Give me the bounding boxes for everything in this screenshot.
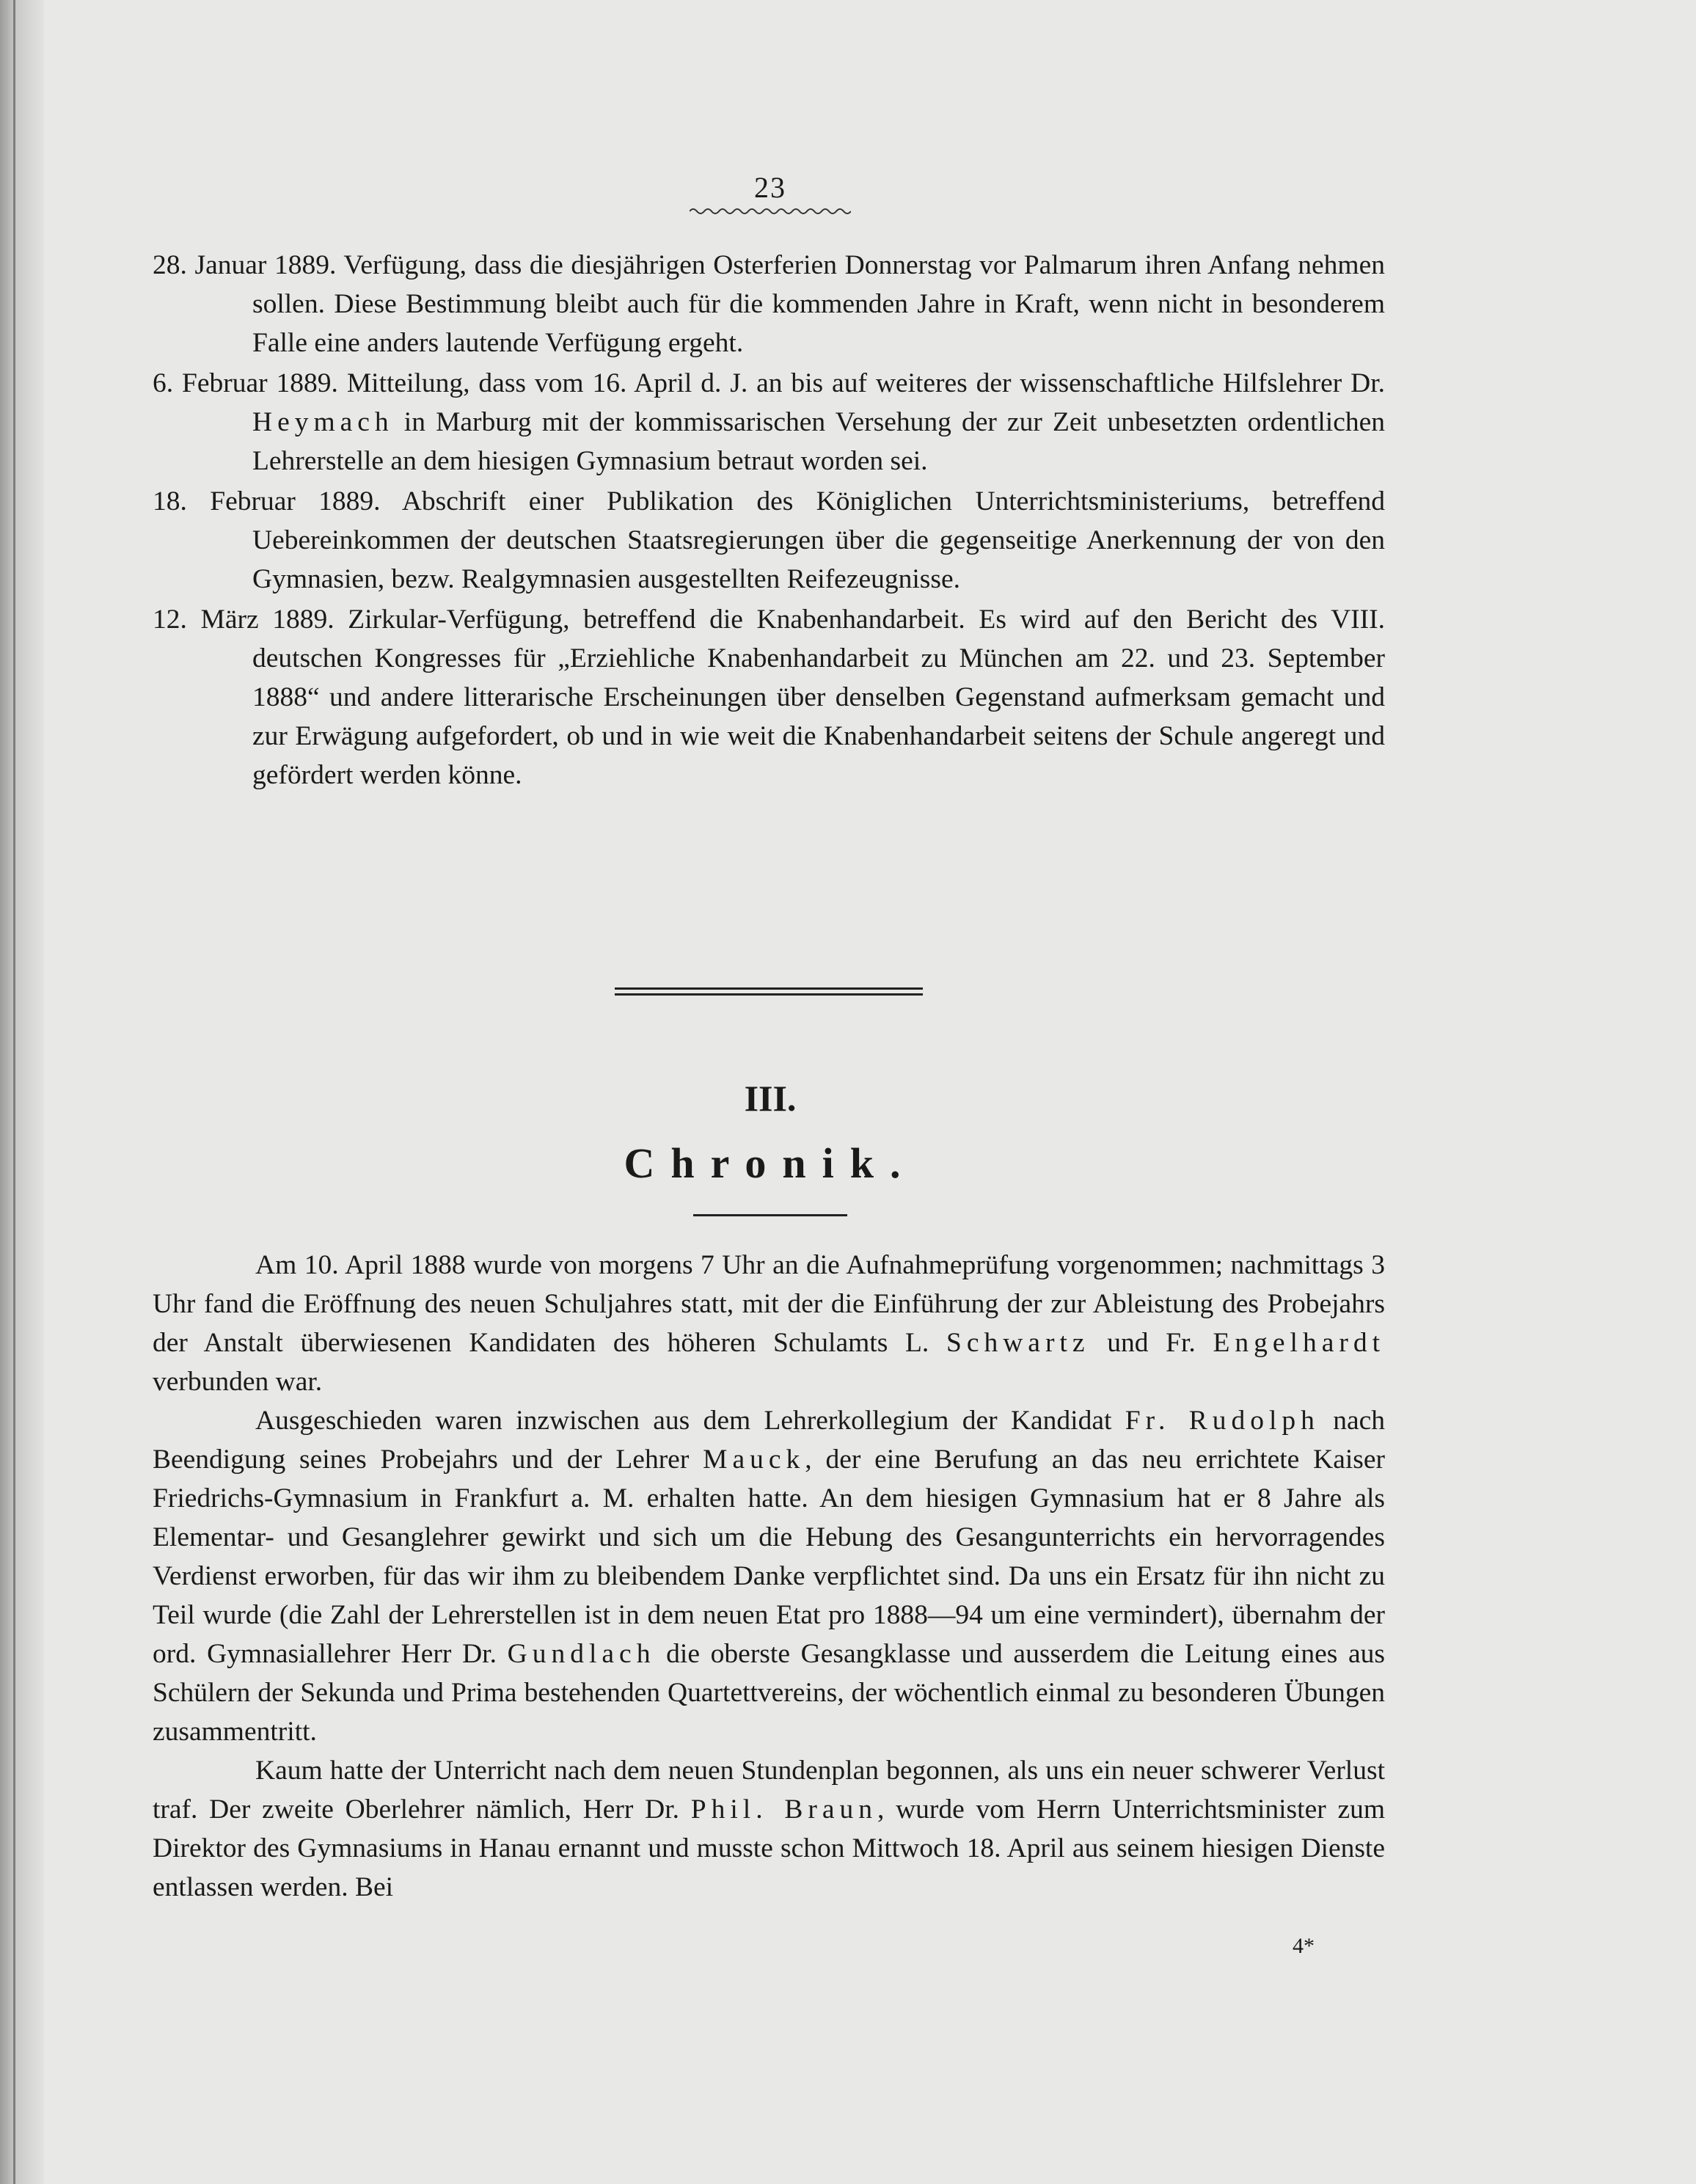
section-title: Chronik. — [624, 1139, 917, 1187]
person-name: Schwartz — [946, 1328, 1090, 1358]
entry-date: 18. Februar 1889. — [153, 486, 381, 516]
paragraph-text: nach Beendigung seines Probejahrs und der Lehrer — [153, 1406, 1386, 1475]
paragraph-text: und Fr. — [1107, 1328, 1196, 1358]
decree-entry — [153, 482, 1385, 599]
section-number: III. — [744, 1078, 797, 1119]
entry-date: 28. Januar 1889. — [153, 250, 337, 280]
person-name: Gundlach — [507, 1639, 656, 1669]
person-name: Engelhardt — [1213, 1328, 1386, 1358]
paragraph-text: Am 10. April 1888 wurde von morgens 7 Uhr an die Aufnahmeprüfung vorgenommen; nachmittags 3 Uhr fand die Eröffnung des neuen Schuljahres statt, mit der die Einführung der zur Ableistung des Probejahrs der Anstalt überwiesenen Kandidaten des höheren Schulamts L. — [153, 1250, 1385, 1358]
decree-entry — [153, 364, 1385, 481]
title-underline — [693, 1214, 847, 1216]
paragraph-text: verbunden war. — [153, 1367, 323, 1397]
entry-person-name: Heymach — [252, 407, 394, 437]
person-name: Fr. Rudolph — [1125, 1406, 1320, 1436]
entry-text: Zirkular-Verfügung, betreffend die Knabenhandarbeit. Es wird auf den Bericht des VIII. deutschen Kongresses für „Erziehliche Knabenhandarbeit zu München am 22. und 23. September 1888“ und andere litterarische Erscheinungen über denselben Gegenstand aufmerksam gemacht und zur Erwägung aufgefordert, ob und in wie weit die Knabenhandarbeit seitens der Schule angeregt und gefördert werden könne. — [252, 605, 1385, 790]
entry-text: Verfügung, dass die diesjährigen Osterferien Donnerstag vor Palmarum ihren Anfang nehmen sollen. Diese Bestimmung bleibt auch für die kommenden Jahre in Kraft, wenn nicht in besonderem Falle eine anders lautende Verfügung ergeht. — [252, 250, 1385, 358]
paragraph-text: , wurde vom Herrn Unterrichtsminister zum Direktor des Gymnasiums in Hanau ernannt und musste schon Mittwoch 18. April aus seinem hiesigen Dienste entlassen werden. Bei — [153, 1794, 1386, 1902]
paragraph-text: die oberste Gesangklasse und ausserdem die Leitung eines aus Schülern der Sekunda und Prima bestehenden Quartettvereins, der wöchentlich einmal zu besonderen Übungen zusammentritt. — [153, 1639, 1385, 1747]
person-name: Phil. Braun — [690, 1794, 877, 1825]
section-divider — [615, 987, 923, 998]
page-number-ornament — [690, 205, 851, 217]
signature-mark: 4* — [1293, 1934, 1315, 1958]
person-name: Mauck — [703, 1445, 805, 1475]
paragraph-text: , der eine Berufung an das neu errichtete Kaiser Friedrichs-Gymnasium in Frankfurt a. M. erhalten hatte. An dem hiesigen Gymnasium hat er 8 Jahre als Elementar- und Gesanglehrer gewirkt und sich um die Hebung des Gesangunterrichts ein hervorragendes Verdienst erworben, für das wir ihm zu bleibendem Danke verpflichtet sind. Da uns ein Ersatz für ihn nicht zu Teil wurde (die Zahl der Lehrerstellen ist in dem neuen Etat pro 1888—94 um eine vermindert), übernahm der ord. Gymnasiallehrer Herr Dr. — [153, 1445, 1385, 1669]
entry-text: Mitteilung, dass vom 16. April d. J. an bis auf weiteres der wissenschaftliche Hilfslehrer Dr. — [346, 368, 1386, 398]
page-number: 23 — [754, 171, 786, 204]
entry-text: Abschrift einer Publikation des Königlichen Unterrichtsministeriums, betreffend Uebereinkommen der deutschen Staatsregierungen über die gegenseitige Anerkennung der von den Gymnasien, bezw. Realgymnasien ausgestellten Reifezeugnisse. — [252, 486, 1386, 594]
chronik-body — [153, 1246, 1385, 1907]
decree-entry — [153, 246, 1385, 362]
entry-date: 6. Februar 1889. — [153, 368, 338, 398]
chronik-paragraph — [153, 1401, 1385, 1751]
chronik-paragraph — [153, 1246, 1385, 1401]
paragraph-text: Ausgeschieden waren inzwischen aus dem Lehrerkollegium der Kandidat — [255, 1406, 1112, 1436]
decree-list — [153, 246, 1385, 796]
paragraph-text: Kaum hatte der Unterricht nach dem neuen Stundenplan begonnen, als uns ein neuer schwerer Verlust traf. Der zweite Oberlehrer nämlich, Herr Dr. — [153, 1756, 1385, 1825]
decree-entry — [153, 600, 1385, 795]
entry-text: in Marburg mit der kommissarischen Versehung der zur Zeit unbesetzten ordentlichen Lehrerstelle an dem hiesigen Gymnasium betraut worden sei. — [252, 407, 1385, 476]
entry-date: 12. März 1889. — [153, 605, 335, 635]
chronik-paragraph — [153, 1751, 1385, 1907]
